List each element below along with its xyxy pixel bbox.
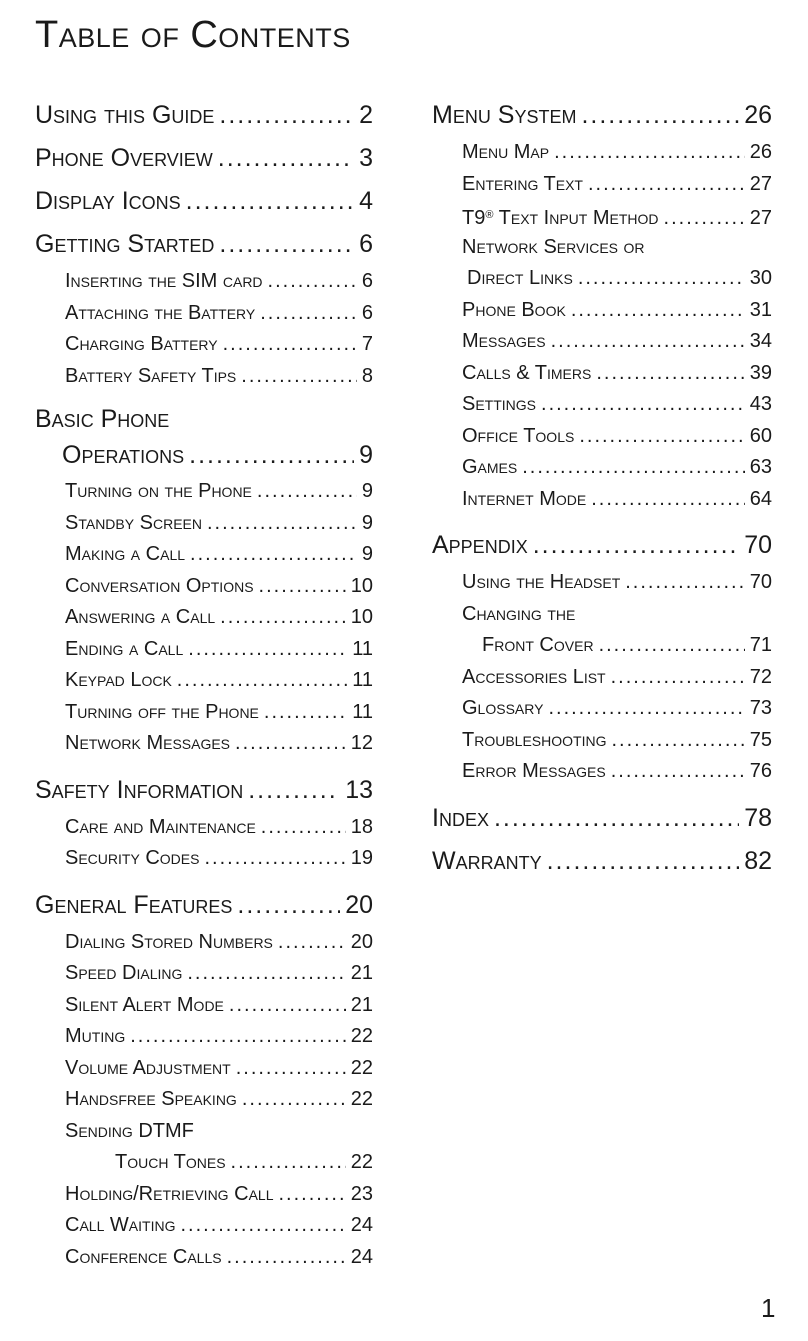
toc-subsection-entry[interactable] [35,1084,373,1116]
toc-entry-label: Muting [65,1025,126,1047]
toc-entry-label: General Features [35,890,233,919]
toc-entry-label: Basic Phone [35,405,170,433]
toc-subsection-entry[interactable] [35,1242,373,1274]
toc-entry-label: Standby Screen [65,511,202,534]
toc-subsection-entry[interactable] [35,361,373,393]
toc-subsection-entry[interactable] [432,389,772,421]
toc-entry-label: Security Codes [65,847,200,869]
toc-entry-page: 22 [350,1025,373,1047]
toc-entry-label: Safety Information [35,775,244,804]
toc-entry-page: 20 [350,930,373,953]
toc-leader-dots [189,437,354,473]
toc-leader-dots [219,94,354,137]
toc-leader-dots [241,361,357,393]
toc-entry-page: 10 [350,606,373,628]
toc-subsection-entry[interactable] [432,452,772,484]
toc-leader-dots [190,539,357,571]
toc-section-entry[interactable] [35,401,373,437]
toc-column-right [432,94,772,883]
toc-entry-label: Display Icons [35,187,181,215]
toc-subsection-entry[interactable] [35,927,373,959]
toc-entry-label: Index [432,803,489,832]
toc-entry-page: 75 [749,728,772,751]
toc-entry-label: Games [462,456,518,478]
toc-subsection-entry[interactable] [432,630,772,662]
toc-leader-dots [278,1179,345,1211]
toc-entry-page: 30 [749,267,772,289]
toc-entry-page: 18 [350,815,373,838]
toc-entry-page: 22 [350,1056,373,1079]
toc-entry-page: 9 [361,511,373,534]
toc-section-entry[interactable] [35,769,373,812]
toc-subsection-entry[interactable] [35,843,373,875]
toc-entry-page: 6 [361,301,373,324]
toc-entry-page: 82 [744,846,772,875]
toc-entry-page: 19 [350,847,373,869]
toc-entry-label: Troubleshooting [462,728,607,751]
toc-leader-dots [186,180,354,223]
toc-leader-dots [177,665,347,697]
toc-section-entry[interactable] [432,524,772,567]
toc-leader-dots [581,94,739,137]
toc-leader-dots [236,1053,346,1085]
toc-entry-page: 78 [744,803,772,832]
toc-subsection-entry[interactable] [35,329,373,361]
toc-subsection-entry[interactable] [35,539,373,571]
toc-section-entry[interactable] [432,94,772,137]
toc-leader-dots [223,329,357,361]
toc-subsection-entry[interactable] [432,263,772,295]
toc-entry-label: Dialing Stored Numbers [65,930,273,953]
toc-entry-page: 70 [749,571,772,593]
toc-entry-label: Operations [62,441,185,469]
toc-subsection-entry[interactable] [35,1147,373,1179]
toc-entry-page: 9 [359,441,373,469]
toc-section-entry[interactable] [35,180,373,223]
toc-subsection-entry[interactable] [35,1210,373,1242]
toc-leader-dots [664,203,745,235]
toc-subsection-entry[interactable] [432,137,772,169]
toc-leader-dots [571,295,745,327]
toc-subsection-entry[interactable] [35,1179,373,1211]
toc-entry-page: 43 [749,393,772,415]
toc-leader-dots [494,797,739,840]
toc-entry-page: 9 [361,543,373,565]
toc-leader-dots [237,884,340,927]
toc-leader-dots [231,1147,346,1179]
toc-entry-page: 27 [749,172,772,195]
toc-entry-page: 34 [749,330,772,352]
toc-entry-page: 11 [352,700,373,723]
toc-entry-label: Conversation Options [65,574,254,597]
toc-entry-label: Office Tools [462,424,575,447]
toc-entry-page: 64 [749,487,772,510]
toc-entry-page: 76 [749,760,772,782]
toc-entry-page: 71 [749,634,772,656]
toc-entry-page: 8 [361,364,373,387]
toc-entry-label: Error Messages [462,760,606,782]
toc-entry-page: 26 [744,101,772,129]
toc-subsection-entry[interactable] [35,571,373,603]
toc-entry-page: 31 [749,298,772,321]
toc-entry-page: 21 [350,962,373,984]
toc-subsection-entry[interactable] [35,634,373,666]
toc-leader-dots [596,358,744,390]
toc-entry-label: Appendix [432,531,528,559]
toc-entry-label: Volume Adjustment [65,1056,231,1079]
toc-leader-dots [268,266,357,298]
toc-entry-page: 3 [359,144,373,172]
toc-entry-page: 6 [359,230,373,258]
toc-leader-dots [588,169,745,201]
toc-entry-label: Direct Links [467,267,573,289]
toc-subsection-entry[interactable] [432,725,772,757]
toc-leader-dots [625,567,745,599]
toc-subsection-entry[interactable] [432,662,772,694]
toc-subsection-entry[interactable] [432,200,772,232]
toc-column-left [35,94,373,1273]
toc-entry-page: 23 [350,1182,373,1205]
toc-leader-dots [264,697,347,729]
toc-entry-label: Sending DTMF [65,1119,194,1142]
toc-entry-page: 6 [361,270,373,292]
toc-leader-dots [541,389,745,421]
toc-entry-page: 63 [749,456,772,478]
toc-entry-page: 4 [359,187,373,215]
toc-leader-dots [130,1021,346,1053]
toc-subsection-entry[interactable] [432,232,772,264]
toc-leader-dots [220,602,346,634]
toc-entry-label: Inserting the SIM card [65,270,263,292]
toc-entry-label: Network Services or [462,235,645,258]
toc-leader-dots [261,812,346,844]
toc-entry-label: Getting Started [35,230,215,258]
toc-leader-dots [260,298,357,330]
toc-leader-dots [248,769,340,812]
toc-entry-label: Using the Headset [462,571,621,593]
toc-entry-label: Keypad Lock [65,669,172,691]
toc-leader-dots [187,958,345,990]
toc-leader-dots [591,484,745,516]
toc-entry-label: Calls & Timers [462,361,592,384]
toc-leader-dots [219,223,354,266]
toc-leader-dots [235,728,346,760]
toc-leader-dots [579,421,744,453]
toc-subsection-entry[interactable] [35,665,373,697]
toc-entry-label: Care and Maintenance [65,815,256,838]
toc-entry-label: Ending a Call [65,637,184,660]
toc-entry-label: Phone Book [462,298,566,321]
toc-entry-label: Phone Overview [35,144,213,172]
toc-leader-dots [599,630,745,662]
toc-subsection-entry[interactable] [35,812,373,844]
toc-subsection-entry[interactable] [432,484,772,516]
toc-entry-page: 72 [749,665,772,688]
toc-entry-label: Glossary [462,697,544,719]
toc-entry-page: 22 [350,1088,373,1110]
toc-leader-dots [578,263,745,295]
toc-leader-dots [259,571,346,603]
toc-entry-label: Using this Guide [35,101,215,129]
toc-leader-dots [551,326,745,358]
toc-entry-label: Menu Map [462,141,550,163]
toc-entry-page: 12 [350,732,373,754]
toc-entry-label: Speed Dialing [65,962,183,984]
page-number: 1 [761,1293,776,1323]
toc-subsection-entry[interactable] [35,728,373,760]
toc-leader-dots [554,137,745,169]
page-title: Table of Contents [35,14,351,56]
toc-entry-page: 24 [350,1245,373,1268]
toc-entry-label: Warranty [432,846,542,875]
toc-subsection-entry[interactable] [35,298,373,330]
toc-leader-dots [188,634,347,666]
toc-entry-label: T9® Text Input Method [462,207,659,229]
toc-entry-label: Battery Safety Tips [65,364,237,387]
toc-entry-label: Charging Battery [65,333,218,355]
toc-section-entry[interactable] [35,437,373,473]
toc-entry-page: 13 [345,775,373,804]
toc-entry-label: Handsfree Speaking [65,1088,237,1110]
toc-entry-page: 11 [352,637,373,660]
toc-entry-label: Making a Call [65,543,186,565]
toc-subsection-entry[interactable] [35,1053,373,1085]
toc-subsection-entry[interactable] [35,958,373,990]
toc-leader-dots [548,693,744,725]
toc-entry-page: 60 [749,424,772,447]
toc-entry-page: 10 [350,574,373,597]
toc-entry-page: 70 [744,531,772,559]
toc-entry-label: Internet Mode [462,487,587,510]
toc-leader-dots [257,476,357,508]
toc-entry-page: 2 [359,101,373,129]
toc-subsection-entry[interactable] [35,697,373,729]
toc-entry-label: Network Messages [65,732,231,754]
toc-subsection-entry[interactable] [432,295,772,327]
toc-entry-label: Front Cover [482,634,594,656]
toc-subsection-entry[interactable] [432,567,772,599]
toc-entry-label: Conference Calls [65,1245,222,1268]
toc-entry-page: 73 [749,697,772,719]
toc-entry-label: Holding/Retrieving Call [65,1182,274,1205]
toc-subsection-entry[interactable] [432,599,772,631]
toc-subsection-entry[interactable] [432,693,772,725]
toc-section-entry[interactable] [432,797,772,840]
toc-entry-page: 11 [352,669,373,691]
toc-entry-label: Touch Tones [115,1151,226,1173]
toc-leader-dots [611,756,745,788]
toc-entry-page: 39 [749,361,772,384]
toc-subsection-entry[interactable] [432,358,772,390]
toc-leader-dots [207,508,357,540]
toc-leader-dots [218,137,354,180]
toc-leader-dots [229,990,346,1022]
toc-entry-label: Changing the [462,602,576,625]
toc-entry-page: 7 [361,333,373,355]
toc-entry-label: Turning off the Phone [65,700,259,723]
toc-entry-label: Call Waiting [65,1214,176,1236]
toc-section-entry[interactable] [35,94,373,137]
toc-entry-page: 21 [350,993,373,1016]
toc-section-entry[interactable] [432,840,772,883]
toc-entry-page: 27 [749,207,772,229]
toc-subsection-entry[interactable] [432,326,772,358]
toc-entry-label: Attaching the Battery [65,301,256,324]
toc-entry-page: 24 [350,1214,373,1236]
toc-leader-dots [242,1084,346,1116]
toc-subsection-entry[interactable] [35,266,373,298]
toc-leader-dots [204,843,345,875]
toc-leader-dots [533,524,739,567]
toc-entry-label: Silent Alert Mode [65,993,224,1016]
toc-subsection-entry[interactable] [35,990,373,1022]
toc-section-entry[interactable] [35,884,373,927]
toc-leader-dots [611,725,744,757]
toc-entry-page: 20 [345,890,373,919]
toc-entry-page: 26 [749,141,772,163]
toc-subsection-entry[interactable] [35,476,373,508]
toc-subsection-entry[interactable] [35,508,373,540]
toc-subsection-entry[interactable] [35,1021,373,1053]
toc-leader-dots [227,1242,346,1274]
toc-leader-dots [180,1210,345,1242]
toc-subsection-entry[interactable] [432,756,772,788]
toc-leader-dots [522,452,745,484]
toc-entry-label: Turning on the Phone [65,480,252,502]
toc-entry-label: Accessories List [462,665,606,688]
toc-entry-page: 22 [350,1151,373,1173]
toc-entry-label: Menu System [432,101,577,129]
toc-entry-page: 9 [361,480,373,502]
toc-subsection-entry[interactable] [35,1116,373,1148]
toc-leader-dots [547,840,740,883]
toc-subsection-entry[interactable] [432,421,772,453]
toc-leader-dots [278,927,346,959]
toc-entry-label: Entering Text [462,172,583,195]
toc-entry-label: Settings [462,393,537,415]
toc-section-entry[interactable] [35,223,373,266]
toc-section-entry[interactable] [35,137,373,180]
toc-entry-label: Messages [462,330,546,352]
toc-leader-dots [611,662,745,694]
toc-subsection-entry[interactable] [432,169,772,201]
toc-subsection-entry[interactable] [35,602,373,634]
toc-entry-label: Answering a Call [65,606,216,628]
